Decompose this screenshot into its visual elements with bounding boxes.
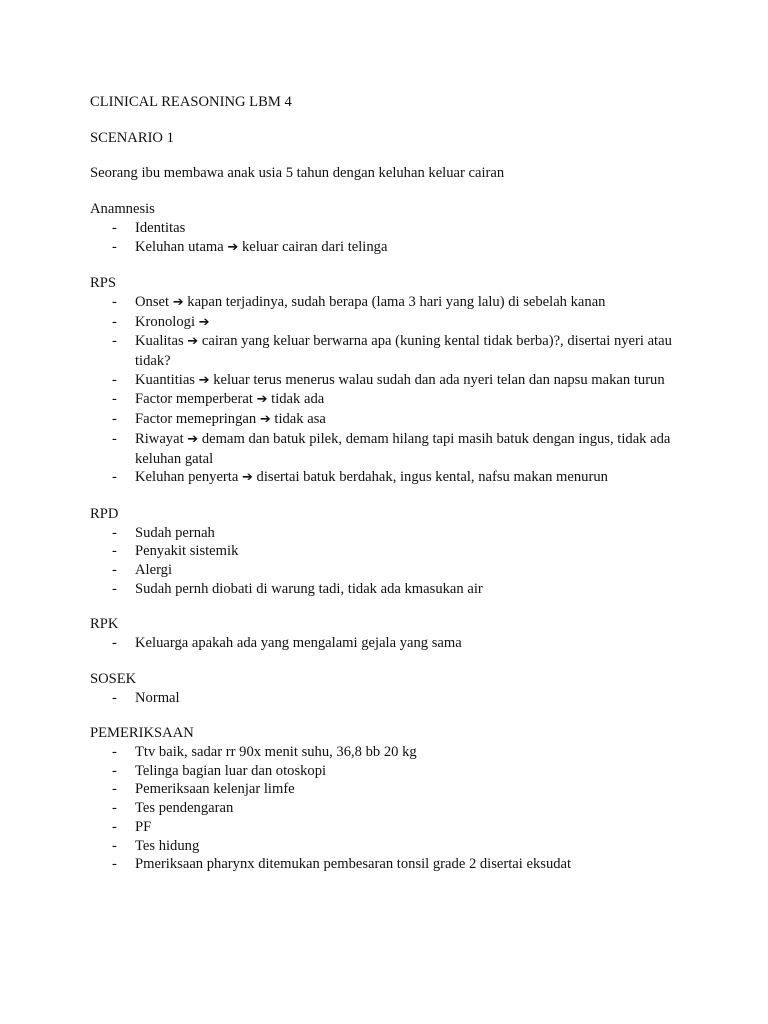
item-text: Keluarga apakah ada yang mengalami gejala yang sama <box>135 635 462 652</box>
bullet-dash: - <box>112 371 117 388</box>
pemeriksaan-list <box>90 743 680 855</box>
list-item <box>90 410 680 430</box>
right-arrow-icon: ➔ <box>198 314 210 330</box>
item-detail: disertai batuk berdahak, ingus kental, nafsu makan menurun <box>256 469 608 486</box>
list-item <box>90 332 680 370</box>
rps-heading: RPS <box>90 275 116 292</box>
bullet-dash: - <box>112 219 117 236</box>
list-item <box>90 238 680 258</box>
list-item <box>90 837 680 856</box>
right-arrow-icon: ➔ <box>241 470 253 486</box>
item-label: Kuantitias <box>135 371 195 388</box>
right-arrow-icon: ➔ <box>227 239 239 255</box>
item-label: Kualitas <box>135 333 184 350</box>
bullet-dash: - <box>112 837 117 854</box>
rpd-heading: RPD <box>90 505 119 522</box>
item-text: Tes pendengaran <box>135 800 234 817</box>
list-item <box>90 524 680 543</box>
sosek-heading: SOSEK <box>90 670 137 687</box>
item-text: Pmeriksaan pharynx ditemukan pembesaran tonsil grade 2 disertai eksudat <box>135 856 572 873</box>
rpd-list <box>90 524 680 599</box>
bullet-dash: - <box>112 580 117 597</box>
right-arrow-icon: ➔ <box>198 372 210 388</box>
list-item <box>90 430 680 468</box>
item-detail: keluar cairan dari telinga <box>241 238 388 255</box>
list-item <box>90 313 680 333</box>
bullet-dash: - <box>112 743 117 760</box>
item-detail: cairan yang keluar berwarna apa (kuning kental tidak berba)?, disertai nyeri atau tidak? <box>135 333 672 370</box>
bullet-dash: - <box>112 762 117 779</box>
item-text: Sudah pernah <box>135 524 215 541</box>
right-arrow-icon: ➔ <box>256 392 268 408</box>
anamnesis-list <box>90 219 680 257</box>
item-text: PF <box>135 818 152 835</box>
bullet-dash: - <box>112 689 117 706</box>
document-body <box>90 93 680 874</box>
list-item <box>90 689 680 708</box>
list-item <box>90 468 680 488</box>
right-arrow-icon: ➔ <box>172 294 184 310</box>
list-item <box>90 634 680 653</box>
sosek-list <box>90 689 680 708</box>
right-arrow-icon: ➔ <box>187 431 199 447</box>
item-text: Penyakit sistemik <box>135 543 239 560</box>
bullet-dash: - <box>112 524 117 541</box>
list-item <box>90 293 680 313</box>
item-detail: keluar terus menerus walau sudah dan ada nyeri telan dan napsu makan turun <box>213 371 665 388</box>
list-item <box>90 580 680 599</box>
rpk-list <box>90 634 680 653</box>
right-arrow-icon: ➔ <box>187 334 199 350</box>
list-item <box>90 743 680 762</box>
list-item <box>90 542 680 561</box>
item-text: Pemeriksaan kelenjar limfe <box>135 781 295 798</box>
bullet-dash: - <box>112 469 117 486</box>
anamnesis-heading: Anamnesis <box>90 201 155 218</box>
bullet-dash: - <box>112 391 117 408</box>
list-item <box>90 818 680 837</box>
list-item <box>90 780 680 799</box>
item-text: Ttv baik, sadar rr 90x menit suhu, 36,8 bb 20 kg <box>135 743 417 760</box>
item-label: Keluhan penyerta <box>135 469 239 486</box>
list-item <box>90 799 680 818</box>
item-label: Keluhan utama <box>135 238 224 255</box>
item-text: Sudah pernh diobati di warung tadi, tidak ada kmasukan air <box>135 580 483 597</box>
item-label: Factor memperberat <box>135 391 253 408</box>
bullet-dash: - <box>112 856 117 873</box>
list-item <box>90 390 680 410</box>
list-item <box>90 219 680 238</box>
item-label: Factor memepringan <box>135 411 257 428</box>
bullet-dash: - <box>112 800 117 817</box>
bullet-dash: - <box>112 430 117 447</box>
item-text: Alergi <box>135 562 173 579</box>
bullet-dash: - <box>112 781 117 798</box>
list-item <box>90 762 680 781</box>
document-title: CLINICAL REASONING LBM 4 <box>90 94 292 110</box>
item-text: Normal <box>135 689 180 706</box>
case-description: Seorang ibu membawa anak usia 5 tahun dengan keluhan keluar cairan <box>90 165 505 182</box>
rps-list <box>90 293 680 488</box>
pemeriksaan-extra-list <box>90 855 680 874</box>
bullet-dash: - <box>112 293 117 310</box>
list-item <box>90 855 680 874</box>
bullet-dash: - <box>112 238 117 255</box>
rpk-heading: RPK <box>90 616 119 633</box>
bullet-dash: - <box>112 818 117 835</box>
scenario-heading: SCENARIO 1 <box>90 129 174 146</box>
bullet-dash: - <box>112 635 117 652</box>
bullet-dash: - <box>112 333 117 350</box>
item-label: Onset <box>135 293 170 310</box>
item-detail: tidak ada <box>271 391 325 408</box>
item-text: Telinga bagian luar dan otoskopi <box>135 762 327 779</box>
item-detail: tidak asa <box>274 411 326 428</box>
anamnesis-item-identitas: Identitas <box>135 219 186 236</box>
item-label: Riwayat <box>135 430 184 447</box>
list-item <box>90 371 680 391</box>
pemeriksaan-heading: PEMERIKSAAN <box>90 725 194 742</box>
list-item <box>90 561 680 580</box>
right-arrow-icon: ➔ <box>259 412 271 428</box>
bullet-dash: - <box>112 562 117 579</box>
item-detail: kapan terjadinya, sudah berapa (lama 3 hari yang lalu) di sebelah kanan <box>187 293 606 310</box>
item-detail: demam dan batuk pilek, demam hilang tapi masih batuk dengan ingus, tidak ada keluhan gatal <box>135 430 671 467</box>
item-label: Kronologi <box>135 313 195 330</box>
item-text: Tes hidung <box>135 837 200 854</box>
bullet-dash: - <box>112 313 117 330</box>
bullet-dash: - <box>112 543 117 560</box>
bullet-dash: - <box>112 411 117 428</box>
